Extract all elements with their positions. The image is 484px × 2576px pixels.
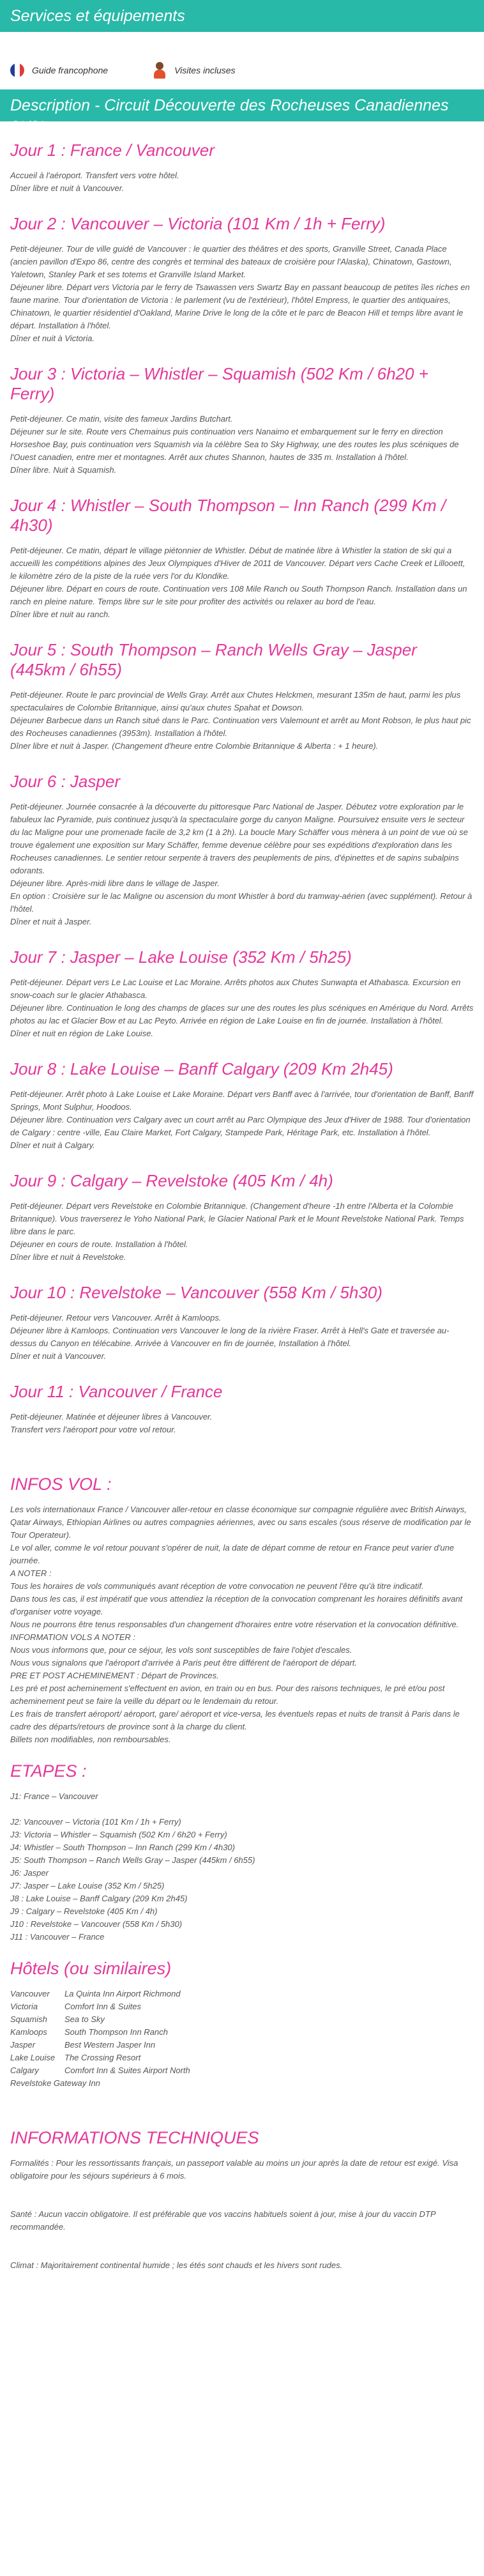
- infos-vol-line: Tous les horaires de vols communiqués avant réception de votre convocation ne peuvent l'être qu'à titre indicatif.: [10, 1581, 424, 1591]
- day-line: Déjeuner libre. Départ vers Victoria par le ferry de Tsawassen vers Swartz Bay en passant beaucoup de petites îles riches en faune marine. Tour d'orientation de Victoria : le parlement (vu de l'extérieur), l'hôtel Empress, le quartier des antiquaires, Chinatown, le quartier résidentiel d'Oakland, Marine Drive le long de la côte et le parc de Beacon Hill et temps libre avant le départ. Installation à l'hôtel.: [10, 282, 470, 330]
- etape-item: J2: Vancouver – Victoria (101 Km / 1h + Ferry): [10, 1817, 181, 1827]
- service-item-guide: [10, 51, 108, 89]
- hotel-city: Victoria: [10, 2002, 38, 2011]
- etape-item: [10, 1803, 474, 1816]
- service-item-visits: [153, 51, 235, 89]
- hotel-city: Calgary: [10, 2066, 39, 2075]
- infos-vol-line: PRE ET POST ACHEMINEMENT : Départ de Provinces.: [10, 1671, 219, 1680]
- french-flag-icon: [10, 63, 24, 77]
- day-line: Petit-déjeuner. Ce matin, visite des fameux Jardins Butchart.: [10, 414, 233, 424]
- day-line: Dîner et nuit en région de Lake Louise.: [10, 1029, 154, 1038]
- hotel-name: Comfort Inn & Suites: [64, 2002, 141, 2011]
- infos-vol-line: Nous vous signalons que l'aéroport d'arrivée à Paris peut être différent de l'aéroport de départ.: [10, 1658, 357, 1667]
- infos-vol-text: [10, 1503, 474, 1746]
- description-banner: [0, 89, 484, 136]
- services-list: [0, 32, 484, 89]
- day-line: Dîner libre et nuit au ranch.: [10, 610, 110, 619]
- hotel-city: Revelstoke Gateway Inn: [10, 2078, 100, 2088]
- day-line: Accueil à l'aéroport. Transfert vers votre hôtel.: [10, 171, 179, 180]
- hotel-row: [10, 2051, 474, 2064]
- day-title: Jour 3 : Victoria – Whistler – Squamish (502 Km / 6h20 + Ferry): [10, 364, 428, 403]
- day-title: Jour 2 : Vancouver – Victoria (101 Km / 1h + Ferry): [10, 214, 386, 233]
- day-title: Jour 7 : Jasper – Lake Louise (352 Km / 5h25): [10, 947, 352, 967]
- day-line: Dîner libre et nuit à Vancouver.: [10, 183, 125, 193]
- etape-item: J9 : Calgary – Revelstoke (405 Km / 4h): [10, 1906, 158, 1916]
- day-title: Jour 10 : Revelstoke – Vancouver (558 Km / 5h30): [10, 1283, 382, 1302]
- technical-block: Climat : Majoritairement continental humide ; les étés sont chauds et les hivers sont rudes.: [10, 2260, 343, 2270]
- service-label: Visites incluses: [174, 65, 236, 75]
- day-line: Déjeuner libre. Continuation le long des champs de glaces sur une des routes les plus scéniques en Amérique du Nord. Arrêts photos au lac et Glacier Bow et au Lac Peyto. Arrivée en région de Lake Louise en fin de journée. Installation à l'hôtel.: [10, 1003, 474, 1025]
- hotel-city: Vancouver: [10, 1989, 50, 1998]
- day-description: [10, 1088, 474, 1152]
- day-description: [10, 413, 474, 477]
- hotel-city: Lake Louise: [10, 2053, 56, 2062]
- hotel-name: The Crossing Resort: [64, 2053, 141, 2062]
- hotel-row: [10, 2013, 474, 2026]
- day-description: [10, 1411, 474, 1436]
- etape-item: J4: Whistler – South Thompson – Inn Ranch (299 Km / 4h30): [10, 1843, 235, 1852]
- services-heading: Services et équipements: [10, 7, 185, 25]
- etapes-list: [10, 1790, 474, 1943]
- infos-vol-line: Nous ne pourrons être tenus responsables d'un changement d'horaires entre votre réservation et la convocation définitive.: [10, 1620, 459, 1629]
- day-line: Dîner et nuit à Vancouver.: [10, 1351, 107, 1361]
- day-line: Petit-déjeuner. Tour de ville guidé de Vancouver : le quartier des théâtres et des sports, Granville Street, Canada Place (ancien pavillon d'Expo 86, centre des congrès et terminal des bateaux de croisière pour l'Alaska), Chinatown, Gastown, Yaletown, Stanley Park et ses totems et Granville Island Market.: [10, 244, 452, 279]
- day-title: Jour 1 : France / Vancouver: [10, 141, 215, 160]
- infos-vol-line: Les vols internationaux France / Vancouver aller-retour en classe économique sur compagnie régulière avec British Airways, Qatar Airways, Ethiopian Airlines ou autres compagnies aériennes, avec ou sans escales (sous réserve de modification par le Tour Operateur).: [10, 1505, 471, 1540]
- day-line: Dîner libre et nuit à Revelstoke.: [10, 1252, 126, 1262]
- day-line: Petit-déjeuner. Retour vers Vancouver. Arrêt à Kamloops.: [10, 1313, 222, 1322]
- etape-item: J11 : Vancouver – France: [10, 1932, 105, 1942]
- day-line: Dîner libre. Nuit à Squamish.: [10, 465, 117, 475]
- day-line: Déjeuner libre. Après-midi libre dans le village de Jasper.: [10, 878, 220, 888]
- day-line: Déjeuner sur le site. Route vers Chemainus puis continuation vers Nanaimo et embarquement sur le ferry en direction Horseshoe Bay, puis continuation vers Squamish via la célèbre Sea to Sky Highway, une des routes les plus scéniques de l'Ouest canadien, entre mer et montagnes. Arrêt aux chutes Shannon, hautes de 335 m. Installation à l'hôtel.: [10, 427, 459, 462]
- days-list: [10, 141, 474, 1436]
- service-label: Guide francophone: [32, 65, 109, 75]
- day-line: Déjeuner en cours de route. Installation à l'hôtel.: [10, 1239, 188, 1249]
- infos-vol-line: Billets non modifiables, non remboursables.: [10, 1735, 171, 1744]
- services-banner: [0, 0, 484, 32]
- description-heading: Description - Circuit Découverte des Rocheuses Canadiennes 2*/3*: [10, 96, 449, 136]
- day-line: Petit-déjeuner. Départ vers Le Lac Louise et Lac Moraine. Arrêts photos aux Chutes Sunwapta et Athabasca. Excursion en snow-coach sur le glacier Athabasca.: [10, 977, 461, 1000]
- infos-vol-heading: INFOS VOL :: [10, 1475, 112, 1494]
- day-line: Petit-déjeuner. Départ vers Revelstoke en Colombie Britannique. (Changement d'heure -1h entre l'Alberta et la Colombie Britannique). Vous traverserez le Yoho National Park, le Glacier National Park et le Mount Revelstoke National Park. Temps libre dans le parc.: [10, 1201, 464, 1236]
- hotel-name: Comfort Inn & Suites Airport North: [64, 2066, 190, 2075]
- day-title: Jour 8 : Lake Louise – Banff Calgary (209 Km 2h45): [10, 1059, 393, 1078]
- day-line: Petit-déjeuner. Arrêt photo à Lake Louise et Lake Moraine. Départ vers Banff avec à l'arrivée, tour d'orientation de Banff, Banff Springs, Mont Sulphur, Hoodoos.: [10, 1089, 474, 1112]
- etapes-heading: ETAPES :: [10, 1761, 87, 1781]
- hotels-list: [10, 1988, 474, 2090]
- etape-item: J8 : Lake Louise – Banff Calgary (209 Km 2h45): [10, 1894, 188, 1903]
- guide-person-icon: [153, 62, 167, 79]
- infos-vol-line: Dans tous les cas, il est impératif que vous attendiez la réception de la convocation comprenant les horaires définitifs avant d'organiser votre voyage.: [10, 1594, 463, 1616]
- etape-item: J5: South Thompson – Ranch Wells Gray – Jasper (445km / 6h55): [10, 1855, 255, 1865]
- hotel-row: [10, 2039, 474, 2051]
- day-description: [10, 1200, 474, 1264]
- day-description: [10, 544, 474, 621]
- hotel-row: [10, 2000, 474, 2013]
- infos-vol-line: Nous vous informons que, pour ce séjour, les vols sont susceptibles de faire l'objet d'escales.: [10, 1645, 352, 1655]
- day-description: [10, 689, 474, 753]
- technical-info: [10, 2157, 474, 2272]
- day-title: Jour 4 : Whistler – South Thompson – Inn Ranch (299 Km / 4h30): [10, 496, 446, 535]
- hotel-name: La Quinta Inn Airport Richmond: [64, 1989, 181, 1998]
- technical-block: Santé : Aucun vaccin obligatoire. Il est préférable que vos vaccins habituels soient à jour, mise à jour du vaccin DTP recommandée.: [10, 2209, 436, 2232]
- hotel-city: Jasper: [10, 2040, 36, 2050]
- day-title: Jour 9 : Calgary – Revelstoke (405 Km / 4h): [10, 1171, 333, 1190]
- day-line: Petit-déjeuner. Matinée et déjeuner libres à Vancouver.: [10, 1412, 213, 1422]
- day-line: Dîner et nuit à Victoria.: [10, 334, 95, 343]
- hotel-name: Sea to Sky: [64, 2014, 105, 2024]
- infos-vol-line: Les frais de transfert aéroport/ aéroport, gare/ aéroport et vice-versa, les éventuels repas et nuits de transit à Paris dans le cadre des départs/retours de province sont à la charge du client.: [10, 1709, 460, 1731]
- infos-vol-line: A NOTER :: [10, 1568, 52, 1578]
- day-line: Petit-déjeuner. Route le parc provincial de Wells Gray. Arrêt aux Chutes Helckmen, mesurant 135m de haut, parmi les plus spectaculaires de Colombie Britannique, ainsi qu'aux chutes Spahat et Dowson.: [10, 690, 461, 712]
- hotels-heading: Hôtels (ou similaires): [10, 1959, 172, 1978]
- day-description: [10, 801, 474, 928]
- etape-item: J3: Victoria – Whistler – Squamish (502 Km / 6h20 + Ferry): [10, 1830, 227, 1839]
- day-line: Déjeuner libre. Continuation vers Calgary avec un court arrêt au Parc Olympique des Jeux d'Hiver de 1988. Tour d'orientation de Calgary : centre -ville, Eau Claire Market, Fort Calgary, Stampede Park, Héritage Park, etc. Installation à l'hôtel.: [10, 1115, 471, 1137]
- technical-heading: INFORMATIONS TECHNIQUES: [10, 2128, 259, 2147]
- infos-vol-line: Les pré et post acheminement s'effectuent en avion, en train ou en bus. Pour des raisons techniques, le pré et/ou post acheminement peut se faire la veille du départ ou le lendemain du retour.: [10, 1683, 445, 1706]
- itinerary: [0, 141, 484, 2272]
- day-line: En option : Croisière sur le lac Maligne ou ascension du mont Whistler à bord du tramway-aérien (avec supplément). Retour à l'hôtel.: [10, 891, 473, 914]
- day-line: Petit-déjeuner. Journée consacrée à la découverte du pittoresque Parc National de Jasper. Débutez votre exploration par le fabuleux lac Pyramide, puis continuez jusqu'à la spectaculaire gorge du canyon Maligne. Poursuivez ensuite vers le secteur du lac Maligne pour une promenade facile de 3,2 km (1 à 2h). La boucle Mary Schäffer vous mènera à un point de vue où se trouve également une exposition sur Mary Schäffer, femme devenue célèbre pour ses expéditions d'exploration dans les Rocheuses canadiennes. Le sentier retour serpente à travers des peuplements de pins, d'épinettes et de sapins subalpins odorants.: [10, 802, 468, 875]
- infos-vol-line: Le vol aller, comme le vol retour pouvant s'opérer de nuit, la date de départ comme de retour en France peut varier d'une journée.: [10, 1543, 455, 1565]
- etape-item: J1: France – Vancouver: [10, 1791, 98, 1801]
- hotel-name: Best Western Jasper Inn: [64, 2040, 156, 2050]
- hotel-row: [10, 1988, 474, 2000]
- day-line: Dîner et nuit à Calgary.: [10, 1140, 95, 1150]
- etape-item: J10 : Revelstoke – Vancouver (558 Km / 5h30): [10, 1919, 183, 1929]
- hotel-city: Squamish: [10, 2014, 47, 2024]
- day-line: Déjeuner libre à Kamloops. Continuation vers Vancouver le long de la rivière Fraser. Arrêt à Hell's Gate et traversée au-dessus du Canyon en télécabine. Arrivée à Vancouver en fin de journée, Installation à l'hôtel.: [10, 1326, 450, 1348]
- etape-item: J7: Jasper – Lake Louise (352 Km / 5h25): [10, 1881, 165, 1890]
- day-line: Déjeuner libre. Départ en cours de route. Continuation vers 108 Mile Ranch ou South Thompson Ranch. Installation dans un ranch en pleine nature. Temps libre sur le site pour profiter des activités ou relaxer au bord de l'eau.: [10, 584, 467, 606]
- day-title: Jour 5 : South Thompson – Ranch Wells Gray – Jasper (445km / 6h55): [10, 640, 417, 679]
- infos-vol-line: INFORMATION VOLS A NOTER :: [10, 1632, 135, 1642]
- etape-item: J6: Jasper: [10, 1868, 49, 1878]
- day-line: Dîner libre et nuit à Jasper. (Changement d'heure entre Colombie Britannique & Alberta : + 1 heure).: [10, 741, 379, 751]
- day-title: Jour 11 : Vancouver / France: [10, 1382, 223, 1401]
- day-title: Jour 6 : Jasper: [10, 772, 120, 791]
- day-line: Dîner et nuit à Jasper.: [10, 917, 92, 926]
- hotel-row: [10, 2077, 474, 2090]
- hotel-name: South Thompson Inn Ranch: [64, 2027, 168, 2037]
- day-description: [10, 169, 474, 195]
- technical-block: Formalités : Pour les ressortissants français, un passeport valable au moins un jour après la date de retour est exigé. Visa obligatoire pour les séjours supérieurs à 6 mois.: [10, 2158, 458, 2181]
- day-description: [10, 976, 474, 1040]
- hotel-row: [10, 2064, 474, 2077]
- hotel-city: Kamloops: [10, 2027, 47, 2037]
- day-description: [10, 1312, 474, 1363]
- day-line: Déjeuner Barbecue dans un Ranch situé dans le Parc. Continuation vers Valemount et arrêt au Mont Robson, le plus haut pic des Rocheuses canadiennes (3953m). Installation à l'hôtel.: [10, 716, 471, 738]
- day-description: [10, 243, 474, 345]
- day-line: Petit-déjeuner. Ce matin, départ le village piétonnier de Whistler. Début de matinée libre à Whistler la station de ski qui a accueilli les compétitions alpines des Jeux Olympiques d'Hiver de 2011 de Vancouver. Départ vers Cache Creek et Lillooett, le kilomètre zéro de la piste de la ruée vers l'or du Klondike.: [10, 546, 465, 581]
- hotel-row: [10, 2026, 474, 2039]
- day-line: Transfert vers l'aéroport pour votre vol retour.: [10, 1425, 176, 1434]
